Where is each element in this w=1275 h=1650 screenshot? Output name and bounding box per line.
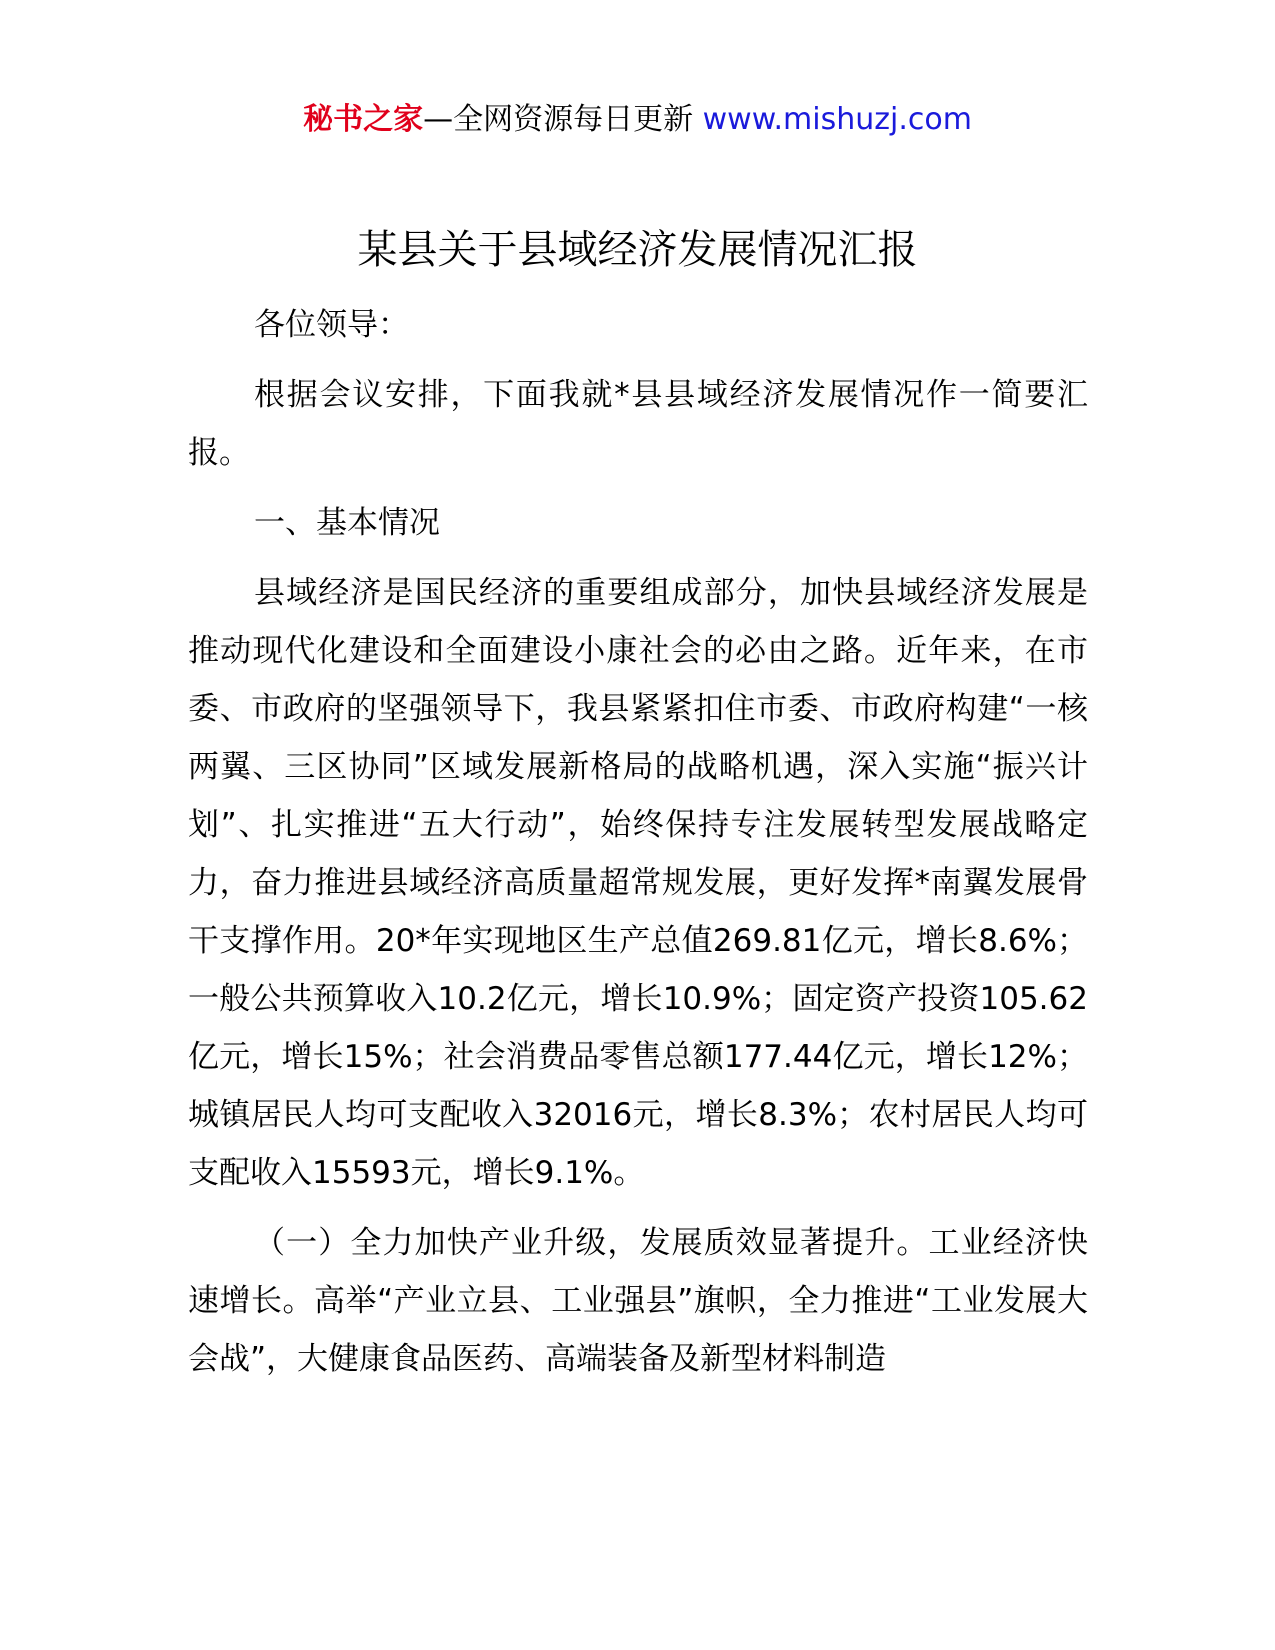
body-paragraph: 县域经济是国民经济的重要组成部分，加快县域经济发展是推动现代化建设和全面建设小康社会的必由之路。近年来，在市委、市政府的坚强领导下，我县紧紧扣住市委、市政府构建“一核两翼、三区协同”区域发展新格局的战略机遇，深入实施“振兴计划”、扎实推进“五大行动”，始终保持专注发展转型发展战略定力，奋力推进县域经济高质量超常规发展，更好发挥*南翼发展骨干支撑作用。20*年实现地区生产总值269.81亿元，增长8.6%；一般公共预算收入10.2亿元，增长10.9%；固定资产投资105.62亿元，增长15%；社会消费品零售总额177.44亿元，增长12%；城镇居民人均可支配收入32016元，增长8.3%；农村居民人均可支配收入15593元，增长9.1%。 xyxy=(188,575,1088,1191)
document-title: 某县关于县域经济发展情况汇报 xyxy=(357,227,918,273)
site-tagline: —全网资源每日更新 xyxy=(423,102,703,137)
site-banner xyxy=(0,98,1275,142)
document-body xyxy=(188,296,1088,1388)
intro-paragraph: 根据会议安排，下面我就*县县域经济发展情况作一简要汇报。 xyxy=(188,377,1088,471)
salutation: 各位领导： xyxy=(254,307,409,343)
site-brand: 秘书之家 xyxy=(303,102,424,137)
section-heading: 一、基本情况 xyxy=(254,505,440,541)
body-paragraph: （一）全力加快产业升级，发展质效显著提升。工业经济快速增长。高举“产业立县、工业强县”旗帜，全力推进“工业发展大会战”，大健康食品医药、高端装备及新型材料制造 xyxy=(188,1225,1088,1377)
site-url-link[interactable]: www.mishuzj.com xyxy=(702,102,972,137)
